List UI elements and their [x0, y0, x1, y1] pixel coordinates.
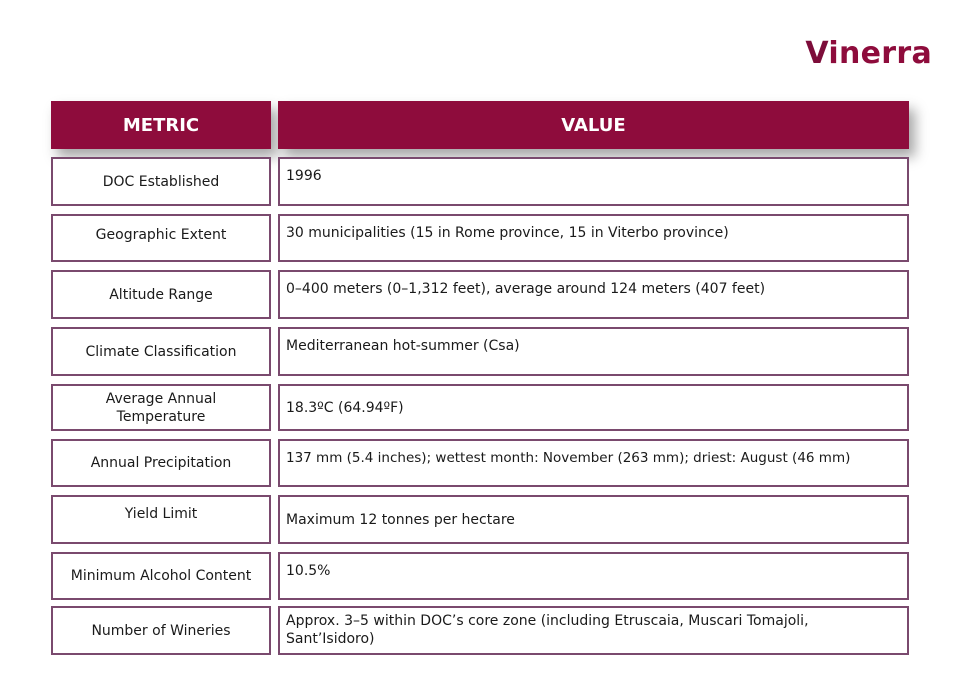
logo-text: inerra	[828, 36, 932, 71]
value-cell: 137 mm (5.4 inches); wettest month: November (263 mm); driest: August (46 mm)	[278, 439, 909, 487]
header-metric: METRIC	[51, 101, 271, 149]
metric-cell: Yield Limit	[51, 495, 271, 544]
metric-cell: Altitude Range	[51, 270, 271, 319]
value-cell: 0–400 meters (0–1,312 feet), average around 124 meters (407 feet)	[278, 270, 909, 319]
logo-v: V	[805, 36, 829, 71]
table-row	[51, 495, 909, 544]
value-cell: 1996	[278, 157, 909, 206]
metric-cell: Average Annual Temperature	[51, 384, 271, 431]
metric-cell: Annual Precipitation	[51, 439, 271, 487]
metric-cell: Climate Classification	[51, 327, 271, 376]
table-row	[51, 552, 909, 600]
metric-cell: Number of Wineries	[51, 606, 271, 655]
header-value: VALUE	[278, 101, 909, 149]
value-cell: Maximum 12 tonnes per hectare	[278, 495, 909, 544]
table-row	[51, 327, 909, 376]
value-cell: Approx. 3–5 within DOC’s core zone (including Etruscaia, Muscari Tomajoli, Sant’Isidoro)	[278, 606, 909, 655]
value-cell: 10.5%	[278, 552, 909, 600]
value-cell: Mediterranean hot-summer (Csa)	[278, 327, 909, 376]
metric-cell: Minimum Alcohol Content	[51, 552, 271, 600]
metric-cell: Geographic Extent	[51, 214, 271, 262]
table-row	[51, 157, 909, 206]
table-row	[51, 214, 909, 262]
value-cell: 18.3ºC (64.94ºF)	[278, 384, 909, 431]
table-row	[51, 606, 909, 655]
table-row	[51, 270, 909, 319]
vinerra-logo	[805, 36, 932, 71]
value-cell: 30 municipalities (15 in Rome province, 15 in Viterbo province)	[278, 214, 909, 262]
table-row	[51, 439, 909, 487]
table-row	[51, 384, 909, 431]
metric-cell: DOC Established	[51, 157, 271, 206]
